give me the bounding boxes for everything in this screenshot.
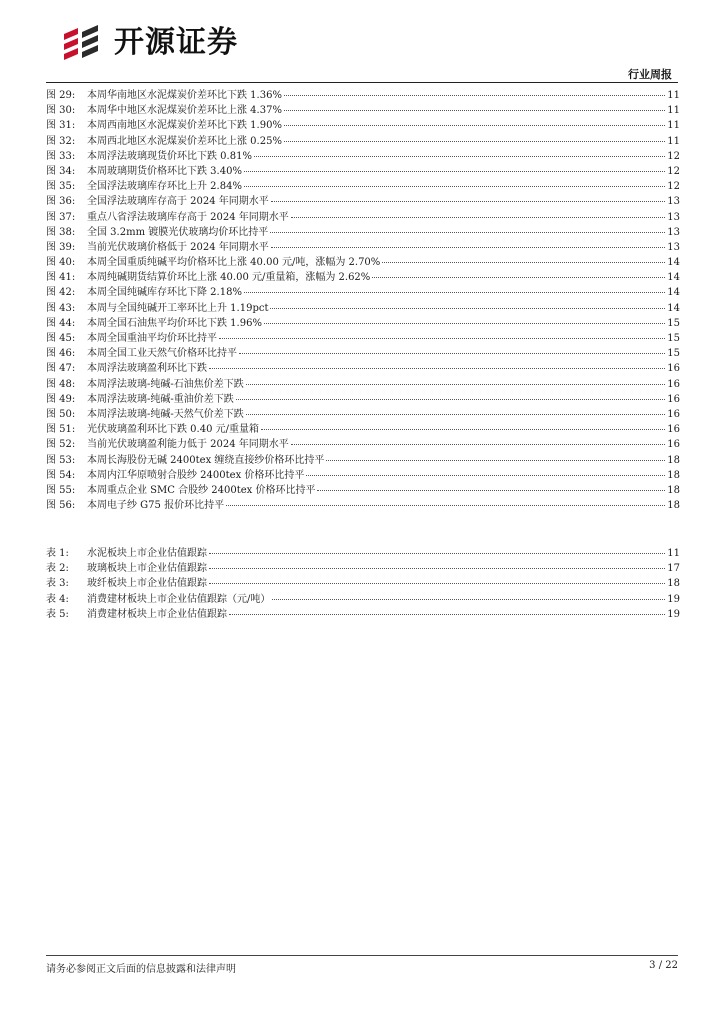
figure-toc-row[interactable] xyxy=(46,377,680,392)
toc-entry-title: 本周全国石油焦平均价环比下跌 1.96% xyxy=(87,317,262,329)
toc-entry-page: 19 xyxy=(667,608,680,620)
figure-toc-row[interactable] xyxy=(46,301,680,316)
brand-name: 开源证券 xyxy=(114,25,238,60)
toc-entry-label: 表 2: xyxy=(46,563,69,575)
figure-toc-row[interactable] xyxy=(46,164,680,179)
toc-entry-page: 15 xyxy=(667,333,680,344)
figure-toc-row[interactable] xyxy=(46,225,680,240)
toc-entry-page: 16 xyxy=(667,408,680,420)
toc-leader-dots xyxy=(244,163,665,172)
toc-entry-page: 18 xyxy=(667,578,680,590)
toc-entry-label: 表 5: xyxy=(46,608,69,620)
toc-leader-dots xyxy=(209,360,665,369)
toc-entry-title: 本周华南地区水泥煤炭价差环比下跌 1.36% xyxy=(87,90,282,101)
toc-entry-page: 11 xyxy=(667,548,680,559)
toc-leader-dots xyxy=(326,452,665,461)
figure-toc-row[interactable] xyxy=(46,194,680,209)
toc-entry-page: 17 xyxy=(667,563,680,575)
toc-entry-label: 图 48: xyxy=(46,378,76,390)
toc-entry-label: 图 49: xyxy=(46,393,76,405)
table-toc-row[interactable] xyxy=(46,607,680,622)
figure-toc-row[interactable] xyxy=(46,118,680,133)
toc-entry-page: 11 xyxy=(667,135,680,147)
figure-toc-row[interactable] xyxy=(46,392,680,407)
toc-leader-dots xyxy=(291,209,665,218)
kaiyuan-logo-icon xyxy=(58,22,108,64)
table-list xyxy=(46,546,680,622)
toc-entry-page: 11 xyxy=(667,90,680,101)
figure-toc-row[interactable] xyxy=(46,422,680,437)
figure-toc-row[interactable] xyxy=(46,134,680,149)
toc-entry-title: 本周全国重质纯碱平均价格环比上涨 40.00 元/吨，涨幅为 2.70% xyxy=(87,257,381,269)
figure-toc-row[interactable] xyxy=(46,103,680,118)
toc-entry-page: 12 xyxy=(667,165,680,177)
toc-entry-label: 图 46: xyxy=(46,348,76,360)
toc-entry-title: 本周浮法玻璃现货价环比下跌 0.81% xyxy=(87,150,252,162)
toc-entry-label: 图 36: xyxy=(46,196,76,208)
toc-entry-title: 本周全国纯碱库存环比下降 2.18% xyxy=(87,287,242,299)
header-divider xyxy=(46,82,678,83)
toc-entry-label: 图 30: xyxy=(46,105,76,117)
toc-entry-title: 本周浮法玻璃盈利环比下跌 xyxy=(87,363,207,375)
toc-entry-label: 图 32: xyxy=(46,135,76,147)
toc-entry-title: 本周电子纱 G75 报价环比持平 xyxy=(87,500,225,512)
figure-toc-row[interactable] xyxy=(46,210,680,225)
toc-entry-title: 本周西北地区水泥煤炭价差环比上涨 0.25% xyxy=(87,135,282,147)
toc-entry-page: 11 xyxy=(667,105,680,117)
figure-toc-row[interactable] xyxy=(46,468,680,483)
toc-entry-title: 全国浮法玻璃库存环比上升 2.84% xyxy=(87,181,242,193)
toc-entry-page: 13 xyxy=(667,241,680,253)
toc-leader-dots xyxy=(229,606,665,615)
toc-entry-page: 14 xyxy=(667,272,680,284)
toc-entry-title: 消费建材板块上市企业估值跟踪 xyxy=(87,608,227,620)
footer-divider xyxy=(46,955,678,956)
toc-entry-label: 图 39: xyxy=(46,241,76,253)
toc-entry-label: 图 29: xyxy=(46,90,76,101)
figure-toc-row[interactable] xyxy=(46,240,680,255)
toc-leader-dots xyxy=(226,497,665,506)
toc-entry-label: 图 37: xyxy=(46,211,76,223)
toc-entry-page: 14 xyxy=(667,257,680,269)
figure-toc-row[interactable] xyxy=(46,346,680,361)
toc-entry-page: 13 xyxy=(667,211,680,223)
toc-entry-label: 图 31: xyxy=(46,120,76,132)
toc-entry-page: 18 xyxy=(667,484,680,496)
figure-toc-row[interactable] xyxy=(46,453,680,468)
toc-entry-title: 光伏玻璃盈利环比下跌 0.40 元/重量箱 xyxy=(87,424,259,436)
figure-toc-row[interactable] xyxy=(46,88,680,103)
toc-leader-dots xyxy=(209,560,665,569)
toc-entry-label: 图 43: xyxy=(46,302,76,314)
toc-entry-page: 16 xyxy=(667,424,680,436)
figure-toc-row[interactable] xyxy=(46,179,680,194)
figure-toc-row[interactable] xyxy=(46,407,680,422)
toc-leader-dots xyxy=(317,482,665,491)
table-toc-row[interactable] xyxy=(46,576,680,591)
toc-entry-label: 图 38: xyxy=(46,226,76,238)
toc-leader-dots xyxy=(254,148,665,157)
toc-entry-title: 水泥板块上市企业估值跟踪 xyxy=(87,548,207,559)
toc-entry-label: 图 54: xyxy=(46,469,76,481)
toc-entry-page: 13 xyxy=(667,226,680,238)
figure-toc-row[interactable] xyxy=(46,437,680,452)
toc-entry-page: 19 xyxy=(667,593,680,605)
toc-leader-dots xyxy=(382,254,665,263)
toc-entry-label: 表 3: xyxy=(46,578,69,590)
figure-toc-row[interactable] xyxy=(46,149,680,164)
figure-toc-row[interactable] xyxy=(46,498,680,513)
toc-entry-label: 图 44: xyxy=(46,317,76,329)
toc-entry-page: 16 xyxy=(667,439,680,451)
toc-leader-dots xyxy=(284,133,665,142)
toc-entry-page: 12 xyxy=(667,150,680,162)
figure-toc-row[interactable] xyxy=(46,361,680,376)
brand-logo xyxy=(58,22,238,64)
toc-entry-label: 图 56: xyxy=(46,500,76,512)
toc-entry-title: 重点八省浮法玻璃库存高于 2024 年同期水平 xyxy=(87,211,289,223)
toc-entry-title: 本周内江华原喷射合股纱 2400tex 价格环比持平 xyxy=(87,469,305,481)
toc-entry-title: 本周浮法玻璃-纯碱-石油焦价差下跌 xyxy=(87,378,244,390)
toc-leader-dots xyxy=(246,406,666,415)
toc-leader-dots xyxy=(244,284,665,293)
toc-entry-label: 图 52: xyxy=(46,439,76,451)
toc-entry-title: 本周纯碱期货结算价环比上涨 40.00 元/重量箱，涨幅为 2.62% xyxy=(87,272,371,284)
toc-entry-title: 本周浮法玻璃-纯碱-重油价差下跌 xyxy=(87,393,234,405)
toc-leader-dots xyxy=(270,300,665,309)
toc-entry-label: 表 1: xyxy=(46,548,69,559)
toc-entry-label: 表 4: xyxy=(46,593,69,605)
toc-entry-title: 全国浮法玻璃库存高于 2024 年同期水平 xyxy=(87,196,269,208)
figure-toc-row[interactable] xyxy=(46,483,680,498)
toc-leader-dots xyxy=(244,178,665,187)
toc-leader-dots xyxy=(272,591,665,600)
toc-entry-page: 15 xyxy=(667,317,680,329)
toc-entry-label: 图 41: xyxy=(46,272,76,284)
toc-entry-label: 图 51: xyxy=(46,424,76,436)
toc-leader-dots xyxy=(372,269,665,278)
toc-entry-label: 图 50: xyxy=(46,408,76,420)
toc-leader-dots xyxy=(306,467,665,476)
table-toc-row[interactable] xyxy=(46,546,680,561)
toc-leader-dots xyxy=(246,376,666,385)
toc-leader-dots xyxy=(261,421,665,430)
figure-list xyxy=(46,88,680,513)
toc-entry-title: 消费建材板块上市企业估值跟踪（元/吨） xyxy=(87,593,271,605)
toc-entry-title: 全国 3.2mm 镀膜光伏玻璃均价环比持平 xyxy=(87,226,269,238)
toc-entry-label: 图 33: xyxy=(46,150,76,162)
toc-entry-label: 图 53: xyxy=(46,454,76,466)
toc-leader-dots xyxy=(219,330,665,339)
toc-leader-dots xyxy=(284,102,665,111)
toc-entry-title: 本周浮法玻璃-纯碱-天然气价差下跌 xyxy=(87,408,244,420)
toc-leader-dots xyxy=(284,87,665,96)
figure-toc-row[interactable] xyxy=(46,331,680,346)
toc-entry-label: 图 34: xyxy=(46,165,76,177)
toc-entry-title: 当前光伏玻璃价格低于 2024 年同期水平 xyxy=(87,241,269,253)
toc-entry-title: 本周与全国纯碱开工率环比上升 1.19pct xyxy=(87,302,269,314)
toc-entry-title: 本周长海股份无碱 2400tex 缠绕直接纱价格环比持平 xyxy=(87,454,325,466)
toc-leader-dots xyxy=(271,193,665,202)
toc-entry-title: 本周重点企业 SMC 合股纱 2400tex 价格环比持平 xyxy=(87,484,316,496)
table-toc-row[interactable] xyxy=(46,561,680,576)
toc-entry-title: 本周全国工业天然气价格环比持平 xyxy=(87,348,237,360)
toc-entry-page: 16 xyxy=(667,363,680,375)
toc-entry-title: 本周西南地区水泥煤炭价差环比下跌 1.90% xyxy=(87,120,282,132)
toc-entry-page: 12 xyxy=(667,181,680,193)
figure-toc-row[interactable] xyxy=(46,285,680,300)
toc-leader-dots xyxy=(291,436,665,445)
toc-entry-page: 18 xyxy=(667,469,680,481)
toc-leader-dots xyxy=(209,575,665,584)
toc-entry-label: 图 42: xyxy=(46,287,76,299)
toc-entry-title: 玻璃板块上市企业估值跟踪 xyxy=(87,563,207,575)
toc-leader-dots xyxy=(236,391,666,400)
toc-entry-page: 14 xyxy=(667,287,680,299)
toc-leader-dots xyxy=(271,239,665,248)
figure-toc-row[interactable] xyxy=(46,316,680,331)
toc-entry-label: 图 45: xyxy=(46,333,76,344)
page-number: 3 / 22 xyxy=(649,960,678,971)
footer-disclaimer: 请务必参阅正文后面的信息披露和法律声明 xyxy=(46,964,236,975)
toc-entry-page: 14 xyxy=(667,302,680,314)
table-toc-row[interactable] xyxy=(46,592,680,607)
toc-entry-page: 16 xyxy=(667,378,680,390)
toc-entry-title: 玻纤板块上市企业估值跟踪 xyxy=(87,578,207,590)
figure-toc-row[interactable] xyxy=(46,255,680,270)
toc-entry-page: 16 xyxy=(667,393,680,405)
toc-leader-dots xyxy=(270,224,665,233)
toc-leader-dots xyxy=(264,315,665,324)
toc-entry-page: 11 xyxy=(667,120,680,132)
toc-entry-title: 当前光伏玻璃盈利能力低于 2024 年同期水平 xyxy=(87,439,289,451)
toc-entry-label: 图 40: xyxy=(46,257,76,269)
toc-leader-dots xyxy=(284,117,665,126)
figure-toc-row[interactable] xyxy=(46,270,680,285)
toc-entry-label: 图 35: xyxy=(46,181,76,193)
toc-entry-title: 本周玻璃期货价格环比下跌 3.40% xyxy=(87,165,242,177)
toc-entry-page: 18 xyxy=(667,454,680,466)
toc-leader-dots xyxy=(239,345,665,354)
toc-entry-title: 本周全国重油平均价环比持平 xyxy=(87,333,217,344)
toc-entry-page: 15 xyxy=(667,348,680,360)
toc-leader-dots xyxy=(209,545,665,554)
toc-entry-title: 本周华中地区水泥煤炭价差环比上涨 4.37% xyxy=(87,105,282,117)
toc-entry-label: 图 47: xyxy=(46,363,76,375)
toc-entry-label: 图 55: xyxy=(46,484,76,496)
toc-entry-page: 13 xyxy=(667,196,680,208)
report-type-tag: 行业周报 xyxy=(628,68,672,81)
toc-entry-page: 18 xyxy=(667,500,680,512)
